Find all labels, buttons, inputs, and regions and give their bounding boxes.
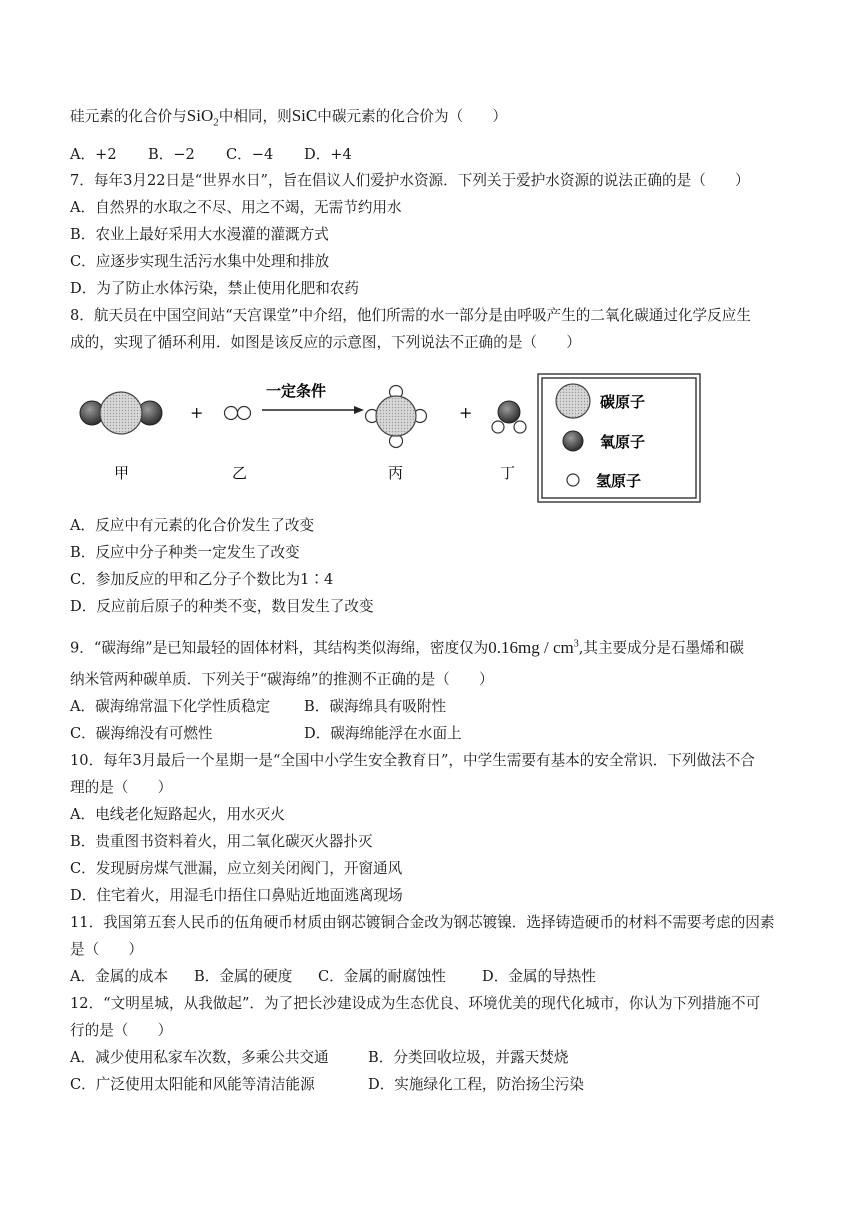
- q12-options-row1: [70, 1048, 568, 1068]
- q8-option-c[interactable]: C．参加反应的甲和乙分子个数比为1∶4: [70, 571, 334, 588]
- reaction-diagram: [70, 370, 800, 506]
- q8-option-b[interactable]: B．反应中分子种类一定发生了改变: [70, 544, 300, 561]
- legend-carbon-icon: [556, 384, 590, 418]
- q6-option-b[interactable]: B．−2: [148, 146, 195, 163]
- q10-stem-line2: 理的是（ ）: [70, 779, 173, 796]
- q9-option-d[interactable]: D．碳海绵能浮在水面上: [304, 725, 462, 742]
- q10-stem-line1: 10．每年3月最后一个星期一是“全国中小学生安全教育日”，中学生需要有基本的安全常识．下列做法不合: [70, 752, 755, 769]
- legend-carbon-label: 碳原子: [600, 393, 646, 411]
- q12-options-row2: [70, 1075, 584, 1095]
- q11-option-d[interactable]: D．金属的导热性: [482, 968, 596, 985]
- q6-option-c[interactable]: C．−4: [226, 146, 274, 163]
- q6-formula-sio2: [186, 106, 219, 129]
- q11-options: [70, 967, 596, 987]
- q9-option-a[interactable]: A．碳海绵常温下化学性质稳定: [70, 698, 271, 715]
- q7-option-d[interactable]: D．为了防止水体污染，禁止使用化肥和农药: [70, 280, 359, 297]
- q12-stem-line2: 行的是（ ）: [70, 1022, 173, 1039]
- q9-density-value: 0.16mg / cm: [488, 637, 574, 657]
- atom-legend: [538, 374, 700, 502]
- q12-option-d[interactable]: D．实施绿化工程，防治扬尘污染: [368, 1076, 585, 1093]
- q9-stem-line2: 纳米管两种碳单质．下列关于“碳海绵”的推测不正确的是（ ）: [70, 671, 494, 688]
- q9-option-c[interactable]: C．碳海绵没有可燃性: [70, 725, 213, 742]
- q12-option-c[interactable]: C．广泛使用太阳能和风能等清洁能源: [70, 1076, 315, 1093]
- q9-stem-post: ,其主要成分是石墨烯和碳: [578, 639, 744, 657]
- q6-option-d[interactable]: D．+4: [304, 146, 352, 163]
- q9-option-b[interactable]: B．碳海绵具有吸附性: [304, 698, 447, 715]
- q8-stem-line1: 8．航天员在中国空间站“天宫课堂”中介绍，他们所需的水一部分是由呼吸产生的二氧化碳通过化学反应生: [70, 307, 751, 324]
- reaction-condition: 一定条件: [266, 382, 327, 400]
- q8-option-d[interactable]: D．反应前后原子的种类不变，数目发生了改变: [70, 598, 374, 615]
- q10-option-a[interactable]: A．电线老化短路起火，用水灭火: [70, 806, 285, 823]
- q10-option-d[interactable]: D．住宅着火，用湿毛巾捂住口鼻贴近地面逃离现场: [70, 887, 403, 904]
- label-yi: 乙: [232, 464, 248, 482]
- label-jia: 甲: [114, 464, 130, 482]
- q9-density-sup: 3: [573, 638, 579, 649]
- reaction-arrow-head: [354, 406, 364, 414]
- label-bing: 丙: [388, 464, 404, 482]
- q9-options-row1: [70, 697, 446, 717]
- legend-hydrogen-label: 氢原子: [596, 472, 642, 490]
- q9-stem-line1: [70, 634, 744, 659]
- molecule-jia-co2: [80, 392, 162, 434]
- q7-option-a[interactable]: A．自然界的水取之不尽、用之不竭，无需节约用水: [70, 199, 402, 216]
- q7-option-b[interactable]: B．农业上最好采用大水漫灌的灌溉方式: [70, 226, 329, 243]
- q7-option-c[interactable]: C．应逐步实现生活污水集中处理和排放: [70, 253, 330, 270]
- q10-option-b[interactable]: B．贵重图书资料着火，用二氧化碳灭火器扑灭: [70, 833, 373, 850]
- q6-stem: [70, 106, 507, 132]
- q9-options-row2: [70, 724, 462, 744]
- q12-stem-line1: 12．“文明星城，从我做起”．为了把长沙建设成为生态优良、环境优美的现代化城市，你认为下列措施不可: [70, 995, 761, 1012]
- q6-text-pre: 硅元素的化合价与: [70, 108, 187, 125]
- legend-oxygen-icon: [563, 431, 583, 451]
- q6-sio2-sub: 2: [213, 116, 219, 129]
- q6-option-a[interactable]: A．+2: [70, 146, 117, 163]
- q7-stem: 7．每年3月22日是“世界水日”，旨在倡议人们爱护水资源．下列关于爱护水资源的说法正确的是（ ）: [70, 172, 750, 189]
- q12-option-b[interactable]: B．分类回收垃圾，并露天焚烧: [368, 1049, 569, 1066]
- plus-sign-1: +: [190, 403, 204, 422]
- q9-density: [488, 638, 578, 657]
- q11-option-c[interactable]: C．金属的耐腐蚀性: [318, 968, 446, 985]
- molecule-ding-h2o: [492, 401, 526, 433]
- molecule-yi-h2: [225, 407, 251, 420]
- plus-sign-2: +: [459, 403, 473, 422]
- q8-option-a[interactable]: A．反应中有元素的化合价发生了改变: [70, 517, 315, 534]
- q11-option-a[interactable]: A．金属的成本: [70, 968, 169, 985]
- q11-stem-line2: 是（ ）: [70, 941, 143, 958]
- q6-formula-sic: SiC: [291, 106, 318, 125]
- q6-text-mid: 中相同，则: [218, 108, 292, 125]
- legend-oxygen-label: 氧原子: [600, 433, 646, 451]
- q11-stem-line1: 11．我国第五套人民币的伍角硬币材质由钢芯镀铜合金改为钢芯镀镍．选择铸造硬币的材料不需要考虑的因素: [70, 914, 775, 931]
- q10-option-c[interactable]: C．发现厨房煤气泄漏，应立刻关闭阀门，开窗通风: [70, 860, 403, 877]
- q9-stem-pre: 9．“碳海绵”是已知最轻的固体材料，其结构类似海绵，密度仅为: [70, 639, 489, 657]
- q6-sio2: SiO: [186, 106, 214, 125]
- q6-options: [70, 145, 352, 165]
- legend-hydrogen-icon: [567, 474, 579, 486]
- q6-text-post: 中碳元素的化合价为（ ）: [317, 108, 507, 125]
- label-ding: 丁: [500, 464, 516, 482]
- q8-stem-line2: 成的，实现了循环利用．如图是该反应的示意图，下列说法不正确的是（ ）: [70, 334, 581, 351]
- molecule-bing-ch4: [366, 386, 427, 448]
- q12-option-a[interactable]: A．减少使用私家车次数，多乘公共交通: [70, 1049, 329, 1066]
- q11-option-b[interactable]: B．金属的硬度: [194, 968, 293, 985]
